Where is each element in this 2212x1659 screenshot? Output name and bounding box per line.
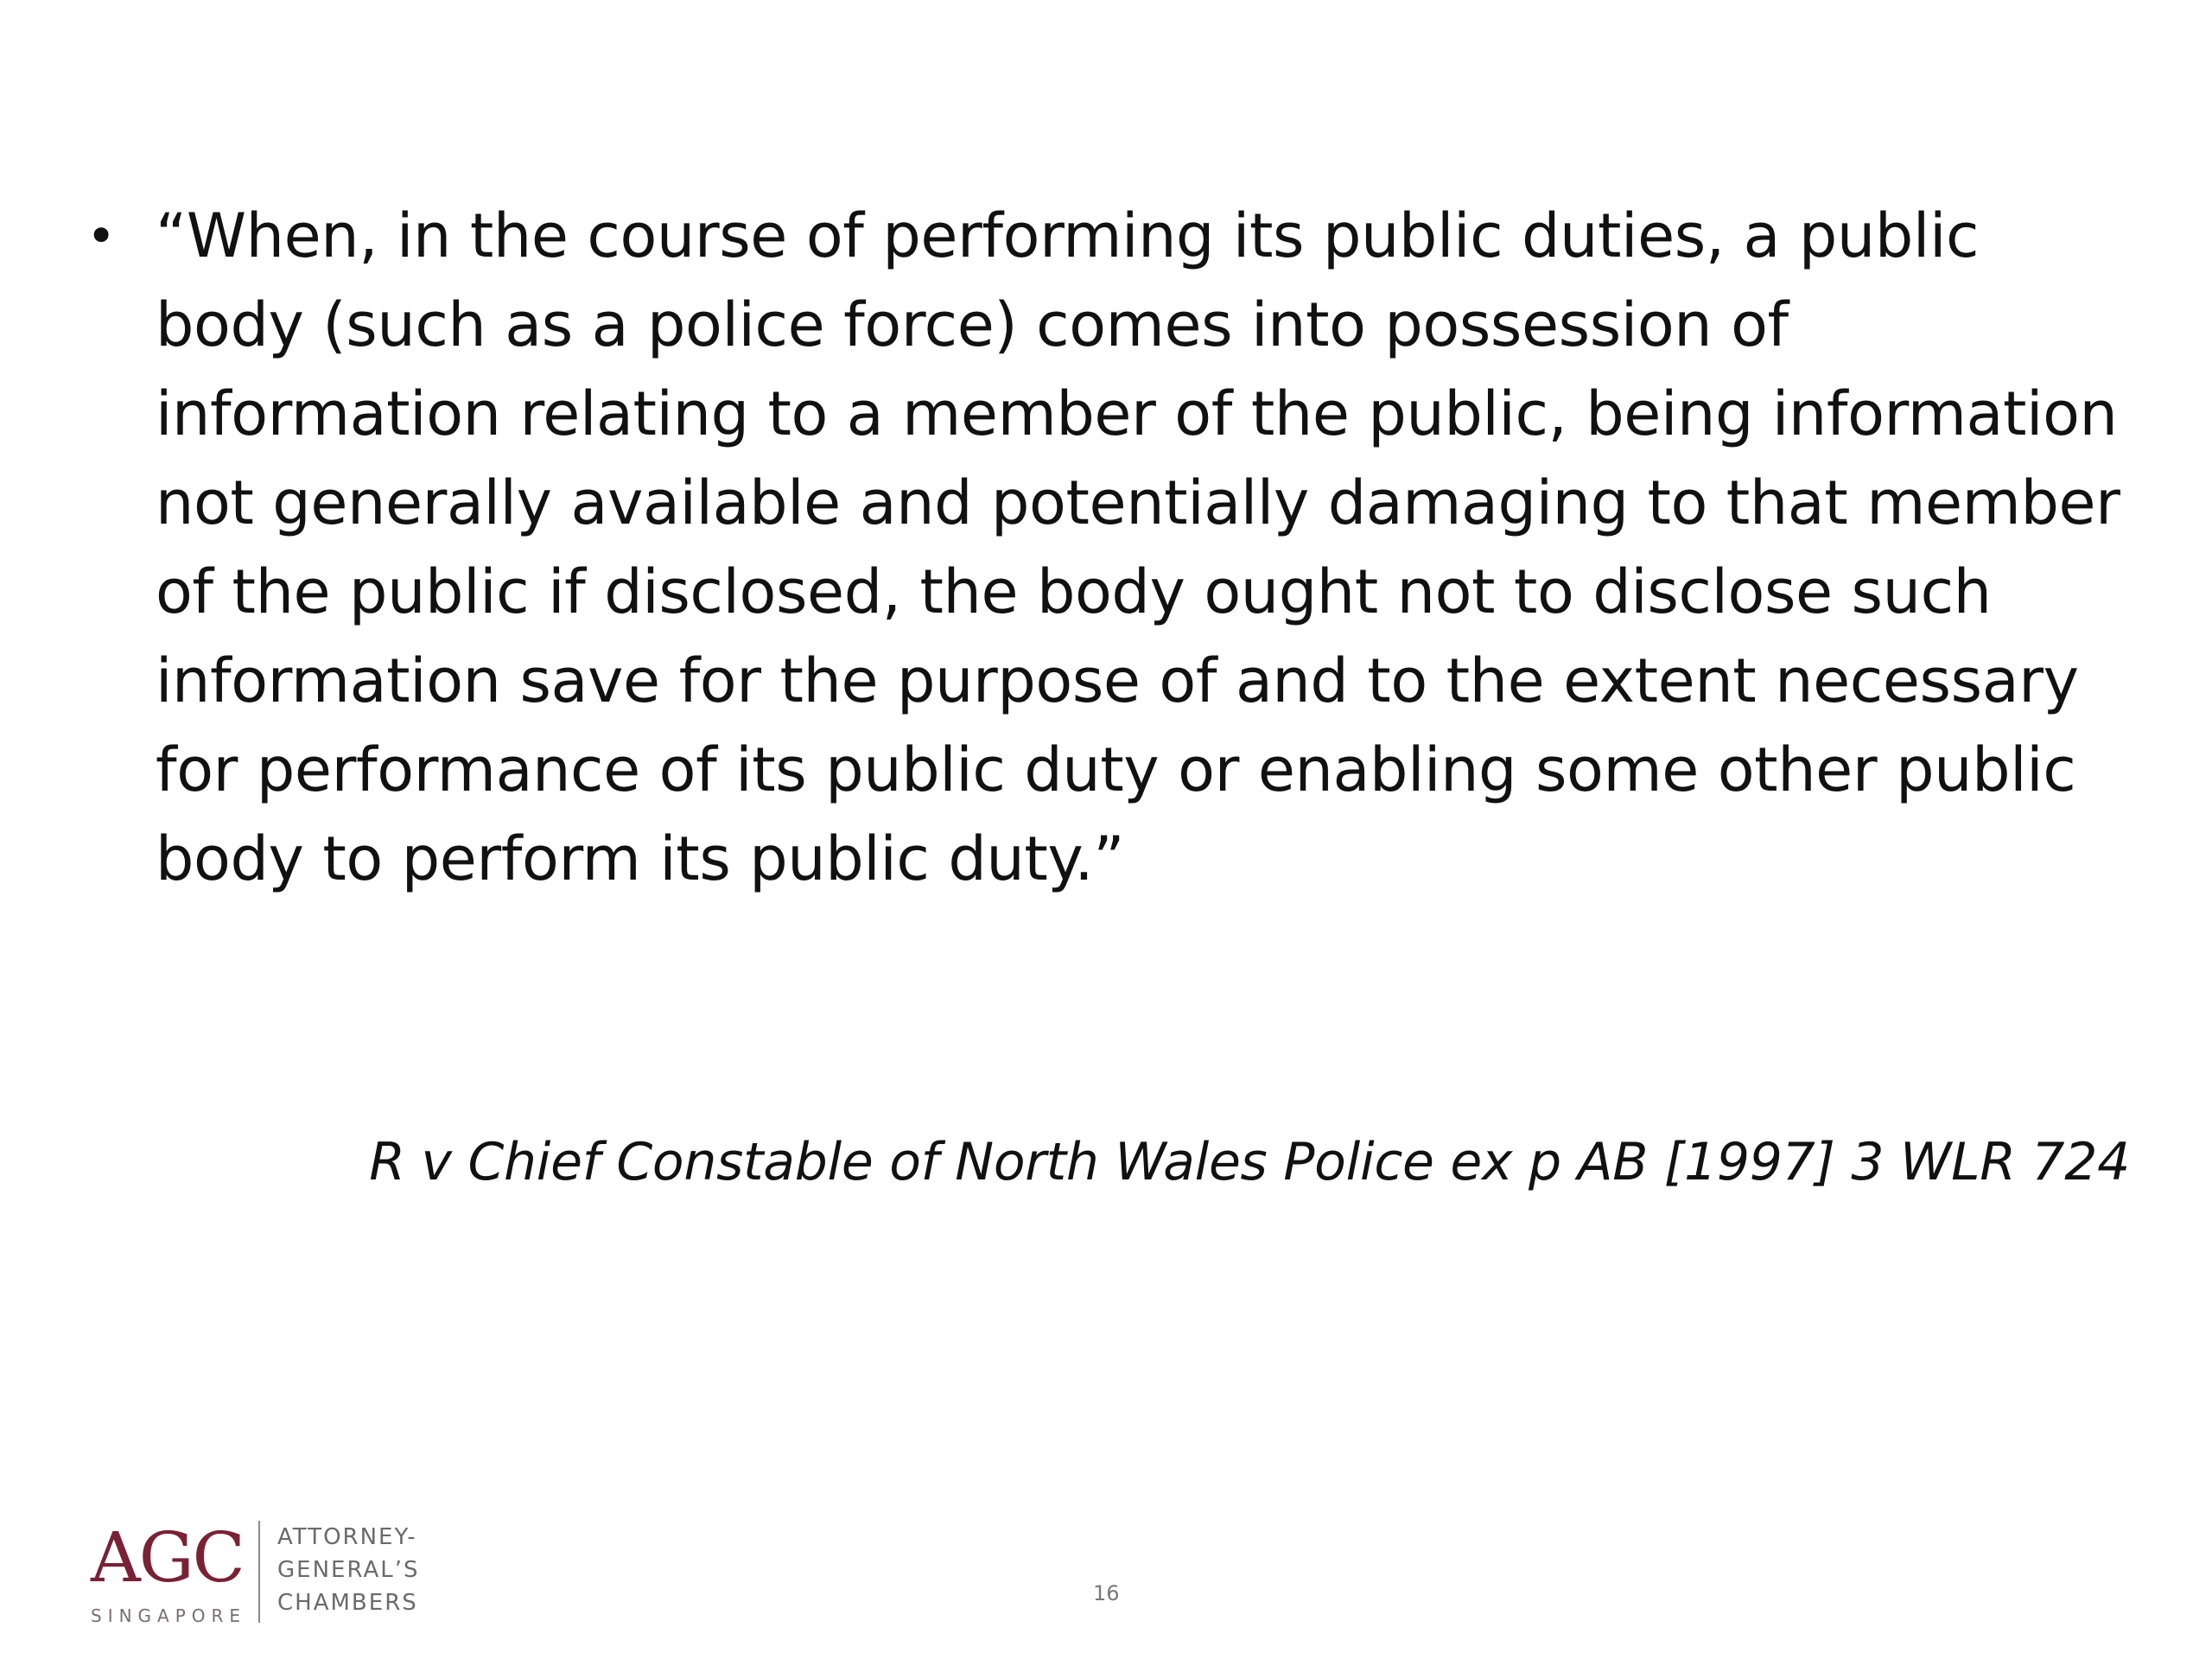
logo-divider [258,1521,260,1623]
agc-logo-mark: AGC [91,1517,244,1598]
quote-text: “When, in the course of performing its public duties, a public body (such as a police force) comes into possession of information relating to a member of the public, being information not generally available and potentially damaging to that member of the public if disclosed, the body ought not to disclose such information save for the purpose of and to the extent necessary for performance of its public duty or enabling some other public body to perform its public duty.” [156,200,2120,894]
agc-organisation-name [277,1521,420,1619]
quote-block [86,192,2160,904]
case-citation: R v Chief Constable of North Wales Police ex p AB [1997] 3 WLR 724 [369,1132,2130,1192]
agc-name-line-1: ATTORNEY- [277,1524,417,1550]
page-number: 16 [1093,1581,1120,1605]
agc-name-line-2: GENERAL’S [277,1557,420,1583]
agc-mark-block [91,1517,247,1626]
bullet-marker: • [86,207,117,265]
agc-logo-country: SINGAPORE [91,1605,247,1626]
agc-logo [91,1517,420,1629]
agc-name-line-3: CHAMBERS [277,1590,418,1616]
